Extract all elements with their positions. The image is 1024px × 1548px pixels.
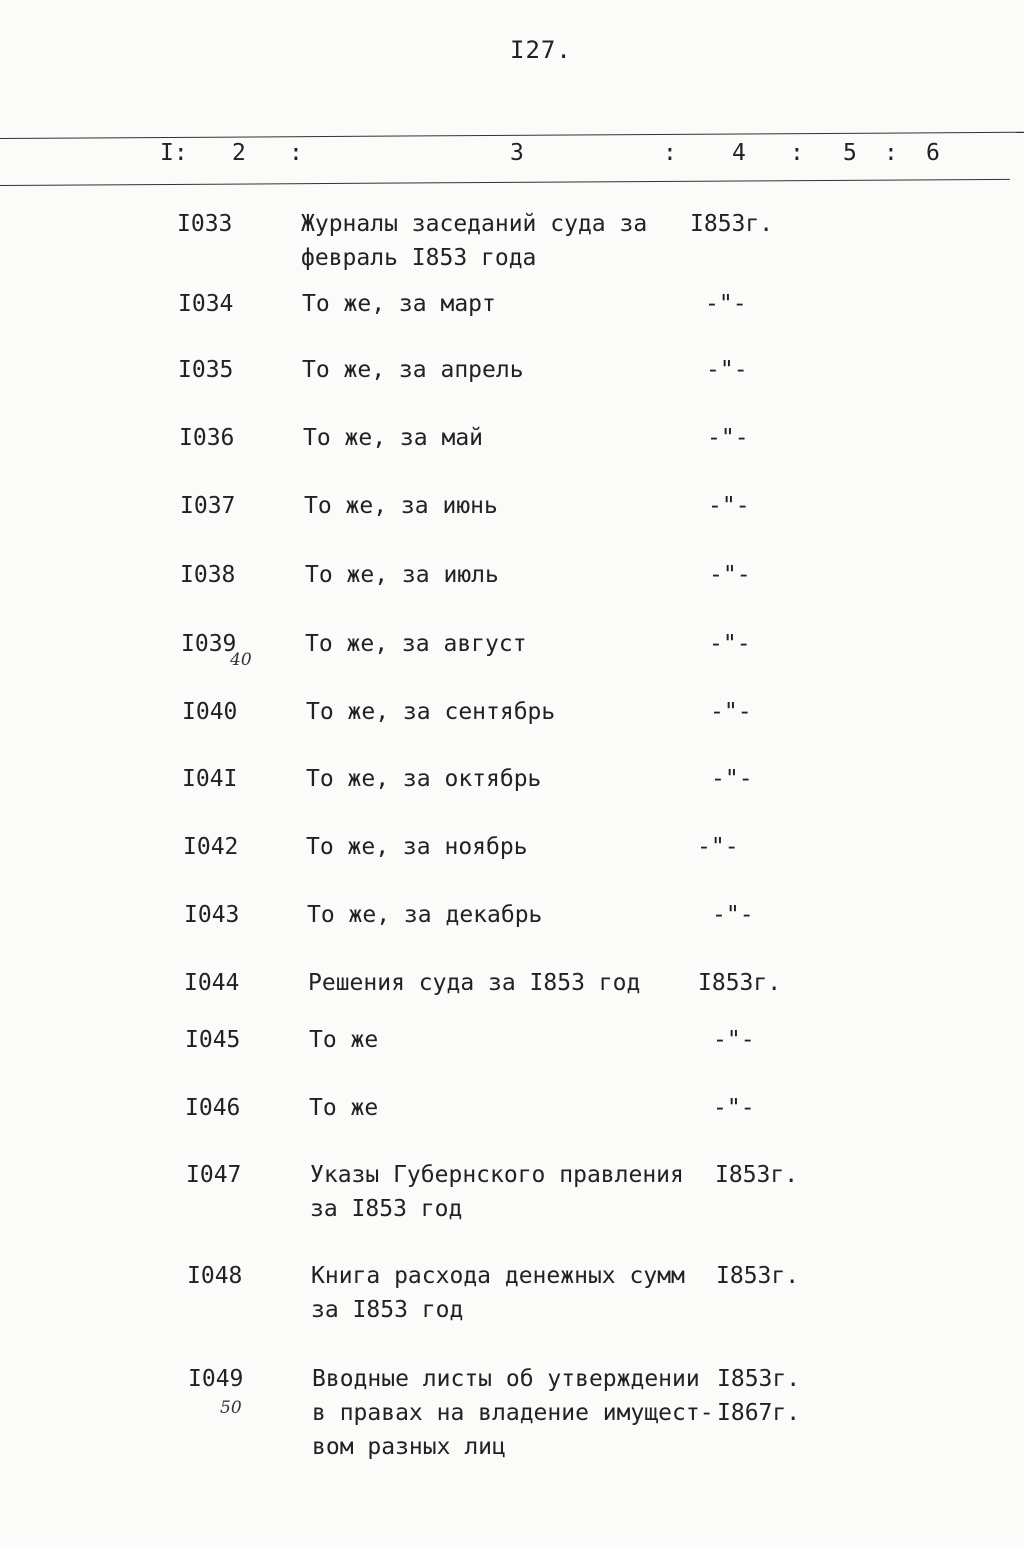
header-col-4: 4 [732, 140, 746, 166]
item-title-line: То же [309, 1027, 379, 1053]
item-title [312, 1362, 714, 1464]
item-date-line: I853г. [715, 1162, 799, 1188]
item-number: I035 [178, 357, 234, 383]
header-col-6: 6 [926, 140, 940, 166]
item-date-line: -"- [707, 425, 749, 451]
item-number: I037 [180, 493, 236, 519]
item-title [302, 287, 496, 321]
item-date [709, 627, 751, 661]
item-title-line: за I853 год [311, 1297, 464, 1323]
item-title [305, 627, 527, 661]
item-number: I039 [181, 631, 237, 657]
item-title-line: в правах на владение имущест- [312, 1400, 714, 1426]
item-title [308, 966, 640, 1000]
item-title-line: Журналы заседаний суда за [301, 211, 648, 237]
item-number: I044 [184, 970, 240, 996]
item-date-line: I853г. [698, 970, 782, 996]
header-col-3: 3 [510, 140, 524, 166]
header-separator-4: : [884, 140, 898, 166]
item-number: I046 [185, 1095, 241, 1121]
item-date-line: -"- [713, 1095, 755, 1121]
item-title [310, 1158, 684, 1226]
item-title [303, 421, 483, 455]
header-col-2: 2 [232, 140, 246, 166]
item-title [302, 353, 524, 387]
item-date [690, 207, 773, 241]
item-date-line: -"- [706, 357, 748, 383]
item-title-line: То же, за июнь [304, 493, 498, 519]
item-title [307, 898, 542, 932]
item-title-line: То же [309, 1095, 379, 1121]
item-title-line: То же, за сентябрь [306, 699, 556, 725]
item-number: I04I [182, 766, 238, 792]
header-col-1: I: [160, 140, 188, 166]
item-date [709, 558, 751, 592]
header-separator-2: : [663, 140, 677, 166]
item-date [707, 421, 749, 455]
item-number: I049 [188, 1366, 244, 1392]
item-date-line: -"- [713, 1027, 755, 1053]
item-title-line: Указы Губернского правления [310, 1162, 684, 1188]
header-separator-1: : [289, 140, 303, 166]
item-date-line: -"- [705, 291, 747, 317]
item-date-line: I867г. [717, 1400, 801, 1426]
item-title-line: февраль I853 года [301, 245, 537, 271]
item-title [306, 695, 555, 729]
item-date-line: -"- [711, 766, 753, 792]
item-title-line: Решения суда за I853 год [308, 970, 641, 996]
item-title-line: То же, за март [302, 291, 496, 317]
item-title [304, 489, 498, 523]
item-date-line: I853г. [690, 211, 774, 237]
item-title-line: То же, за декабрь [307, 902, 543, 928]
page-number: I27. [510, 36, 572, 64]
item-date-line: -"- [709, 631, 751, 657]
item-date-line: -"- [697, 834, 739, 860]
item-number: I036 [179, 425, 235, 451]
item-title-line: Книга расхода денежных сумм [311, 1263, 685, 1289]
item-date [717, 1362, 800, 1430]
item-date-line: -"- [710, 699, 752, 725]
item-date [697, 830, 739, 864]
item-date-line: I853г. [716, 1263, 800, 1289]
item-date [706, 353, 748, 387]
item-number: I038 [180, 562, 236, 588]
item-date [708, 489, 750, 523]
item-number: I045 [185, 1027, 241, 1053]
item-title [311, 1259, 685, 1327]
item-number: I048 [187, 1263, 243, 1289]
item-title-line: Вводные листы об утверждении [312, 1366, 700, 1392]
handwritten-annotation: 40 [230, 650, 252, 670]
item-date [716, 1259, 799, 1293]
item-date [712, 898, 754, 932]
item-number: I040 [182, 699, 238, 725]
item-title [301, 207, 647, 275]
item-number: I043 [184, 902, 240, 928]
item-number: I042 [183, 834, 239, 860]
item-title-line: То же, за май [303, 425, 484, 451]
item-date [711, 762, 753, 796]
item-date [710, 695, 752, 729]
item-title [309, 1023, 378, 1057]
item-date [713, 1091, 755, 1125]
item-title-line: То же, за июль [305, 562, 499, 588]
item-title-line: То же, за август [305, 631, 527, 657]
item-date [713, 1023, 755, 1057]
item-title-line: То же, за ноябрь [306, 834, 528, 860]
item-title-line: То же, за апрель [302, 357, 524, 383]
item-date-line: -"- [712, 902, 754, 928]
item-number: I033 [177, 211, 233, 237]
item-title [309, 1091, 378, 1125]
item-title [305, 558, 499, 592]
item-title [306, 830, 528, 864]
item-number: I034 [178, 291, 234, 317]
handwritten-annotation: 50 [220, 1398, 242, 1418]
item-title-line: за I853 год [310, 1196, 463, 1222]
item-number: I047 [186, 1162, 242, 1188]
header-col-5: 5 [843, 140, 857, 166]
item-title [306, 762, 541, 796]
item-date [705, 287, 747, 321]
item-date [715, 1158, 798, 1192]
header-separator-3: : [790, 140, 804, 166]
item-date-line: -"- [708, 493, 750, 519]
item-title-line: вом разных лиц [312, 1434, 506, 1460]
item-date-line: -"- [709, 562, 751, 588]
item-title-line: То же, за октябрь [306, 766, 542, 792]
item-date-line: I853г. [717, 1366, 801, 1392]
item-date [698, 966, 781, 1000]
